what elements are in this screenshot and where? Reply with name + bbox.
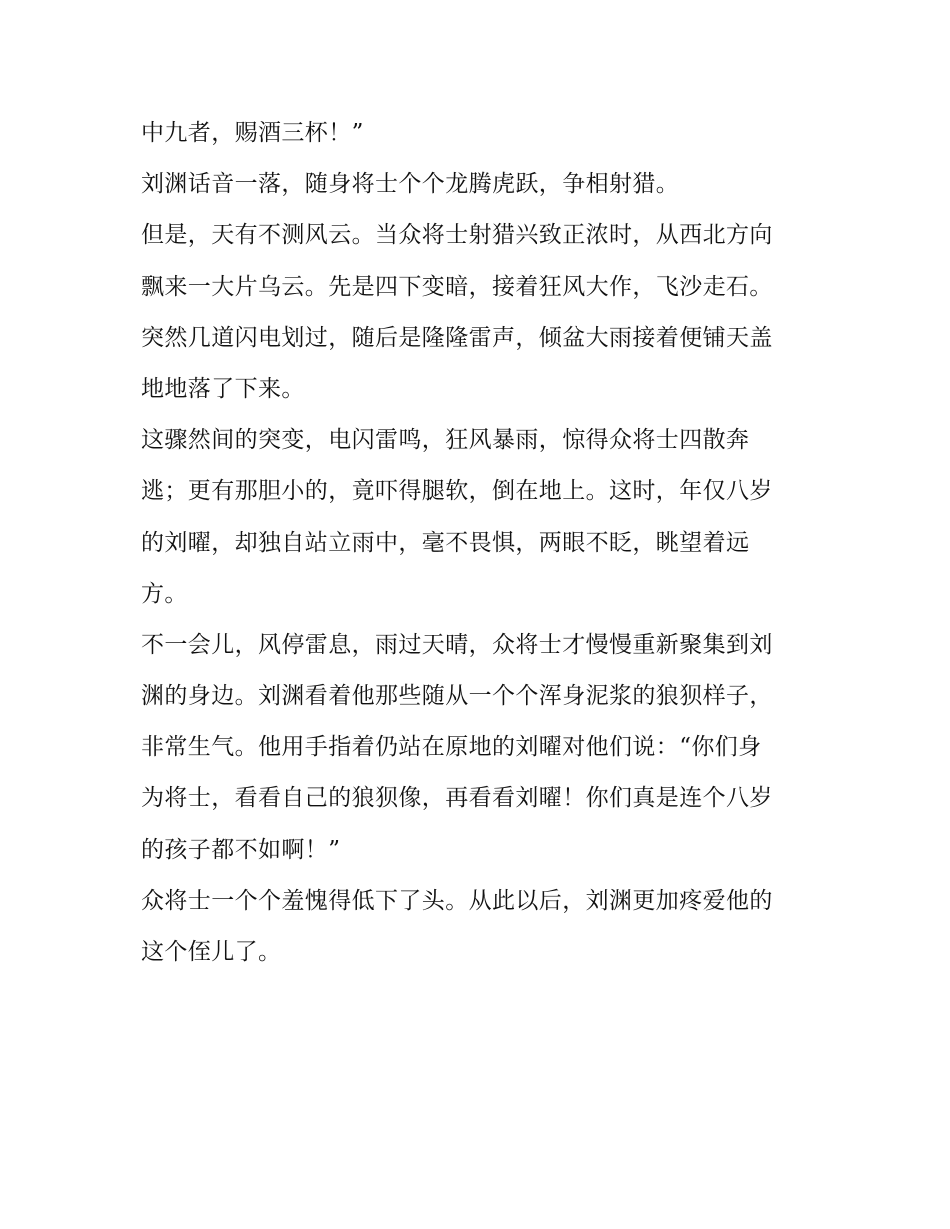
- text-line: 突然几道闪电划过，随后是隆隆雷声，倾盆大雨接着便铺天盖: [141, 324, 773, 351]
- text-line: 为将士，看看自己的狼狈像，再看看刘曜！你们真是连个八岁: [141, 785, 773, 812]
- text-line: 中九者，赐酒三杯！”: [141, 120, 364, 146]
- text-line: 众将士一个个羞愧得低下了头。从此以后，刘渊更加疼爱他的: [141, 887, 773, 914]
- text-line: 这骤然间的突变，电闪雷鸣，狂风暴雨，惊得众将士四散奔: [141, 427, 750, 454]
- text-line: 逃；更有那胆小的，竟吓得腿软，倒在地上。这时，年仅八岁: [141, 478, 773, 505]
- text-line: 不一会儿，风停雷息，雨过天晴，众将士才慢慢重新聚集到刘: [141, 631, 773, 658]
- text-line: 非常生气。他用手指着仍站在原地的刘曜对他们说：“你们身: [141, 734, 762, 761]
- text-line: 方。: [141, 580, 188, 607]
- text-line: 飘来一大片乌云。先是四下变暗，接着狂风大作，飞沙走石。: [141, 273, 773, 300]
- text-line: 这个侄儿了。: [141, 939, 282, 965]
- text-line: 的孩子都不如啊！”: [141, 836, 341, 863]
- text-line: 刘渊话音一落，随身将士个个龙腾虎跃，争相射猎。: [141, 171, 680, 198]
- text-line: 的刘曜，却独自站立雨中，毫不畏惧，两眼不眨，眺望着远: [141, 529, 750, 556]
- text-line: 地地落了下来。: [141, 375, 305, 402]
- text-line: 但是，天有不测风云。当众将士射猎兴致正浓时，从西北方向: [141, 222, 773, 249]
- text-line: 渊的身边。刘渊看着他那些随从一个个浑身泥浆的狼狈样子，: [141, 683, 773, 710]
- story-text: [141, 108, 821, 978]
